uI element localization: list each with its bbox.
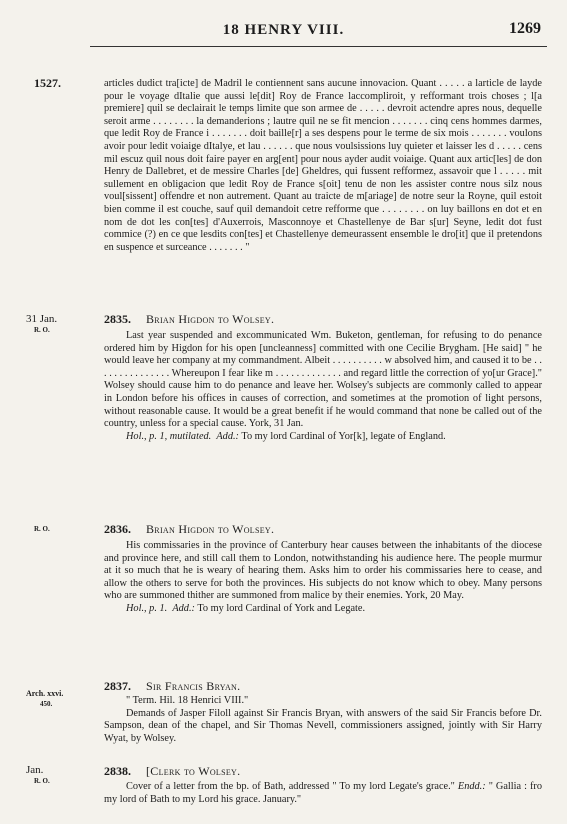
note-add-label: Add.: bbox=[172, 602, 195, 614]
entry-number: 2835. bbox=[104, 312, 131, 326]
entry-2835-heading bbox=[104, 312, 274, 327]
entry-2837-body bbox=[104, 695, 542, 745]
entry-note bbox=[104, 431, 542, 444]
entry-2838-body bbox=[104, 781, 542, 806]
entry-2838-margin bbox=[26, 765, 98, 787]
entry-text: His commissaries in the province of Canterbury hear causes between the inhabitants of the diocese and province here, and still call them to London, notwithstanding his audience here. The people murmur at it so much that he is weary of hearing them. Asks him to order his commissaries here to cease, and allow the others to serve for both the provinces. His subjects do not know which to obey. Many persons who are summoned thither are summoned from malice by their enemies. York, 20 May. bbox=[104, 540, 542, 602]
margin-date: Arch. xxvi. bbox=[26, 689, 64, 698]
continuation-paragraph: articles dudict tra[icte] de Madril le contiennent sans aucune innovacion. Quant . . . . . a larticle de layde pour le voyage dItalie que aussi le[dit] Roy de France laccompliroit, y refformant trois choses ; l[a premiere] quil se declairait le temps limite que son armee de . . . . . devroit actendre apres nous, dequelle seroit arme . . . . . . . . la demanderions ; lautre quil ne se fit mencion . . . . . . . cinq cens hommes darmes, que ledit Roy de France i . . . . . . . doit baille[r] a ses despens pour le terme de six mois . . . . . . . voulons avoir pour ledit voiaige dItalye, et lau . . . . . . que nous voulsissions luy quieter et laisser les d . . . . . cens mil escuz quil nous doit faire payer en arg[ent] pour nous ayder audit voiaige. Quant aux artic[les] de don Henry de Dallebret, et de messire Charles [de] Gheldres, qui fussent refformez, assavoir que l . . . . . mit sullement en obligacion que ledit Roy de France s[oit] tenu de non les assister contre nous silz nous voul[sissent] offendre et non autrement. Quant au traicte de m[ariage] de notre seur la Royne, quil estoit bien comme il est couche, sauf quil demandoit cetre refforme que . . . . . . . . on luy baillons en dot et en nom de dot les con[tes] d'Auxerrois, Masconnoye et Chastellenye de Bar s[ur] Seyne, ledit dot fust commice (?) en ce que lesdits con[tes] et Chastellenye demeurassent ensemble le dro[it] que il pretendons en suspence et surceance . . . . . . . " bbox=[104, 78, 542, 253]
note-add: To my lord Cardinal of Yor[k], legate of England. bbox=[241, 430, 446, 442]
margin-ref: R. O. bbox=[34, 326, 50, 334]
entry-number: 2838. bbox=[104, 764, 131, 778]
note-add: To my lord Cardinal of York and Legate. bbox=[197, 602, 366, 614]
entry-number: 2837. bbox=[104, 679, 131, 693]
entry-text-main: Cover of a letter from the bp. of Bath, addressed " To my lord Legate's grace." bbox=[126, 781, 455, 792]
entry-text: Last year suspended and excommunicated Wm. Buketon, gentleman, for refusing to do penance ordered him by Higdon for his open [uncleanness] committed with one Cecilie Brygham. [He said] " he would leave her company at my commandment. Albeit . . . . . . . . . . w absolved him, and caused it to be . . . . . . . . . . . . . . . Whereupon I fear like m . . . . . . . . . . . . . and regard little the correction of yo[ur Grace]." Wolsey should cause him to do penance and leave her. Wolsey's subjects are commonly called to appear in London before his offices in causes of correction, and sometimes at the promotion of light persons, without reasonable cause. It would be a great benefit if he would command that none be called out of the country, unless for a special cause. York, 31 Jan. bbox=[104, 330, 542, 430]
entry-2835-margin bbox=[26, 314, 98, 336]
note-add-label: Add.: bbox=[216, 430, 239, 442]
margin-ref: R. O. bbox=[34, 525, 50, 533]
continuation-text bbox=[104, 78, 542, 254]
note-hol: Hol., p. 1, mutilated. bbox=[126, 430, 212, 442]
note-hol: Hol., p. 1. bbox=[126, 602, 168, 614]
margin-date: 31 Jan. bbox=[26, 313, 58, 325]
note-add: " Gallia : fro my lord of Bath to my Lord his grace. January." bbox=[104, 781, 543, 805]
entry-2836-margin bbox=[26, 524, 98, 535]
entry-text: Demands of Jasper Filoll against Sir Francis Bryan, with answers of the said Sir Francis before Dr. Sampson, dean of the chapel, and Sir Thomas Nevell, commissioners assigned, jointly with Sir Harry Wyat, by Wolsey. bbox=[104, 707, 542, 744]
entry-2835-body bbox=[104, 330, 542, 443]
entry-text bbox=[104, 781, 542, 806]
margin-year: 1527. bbox=[34, 76, 61, 90]
margin-ref: 450. bbox=[40, 700, 53, 708]
entry-title: Brian Higdon to Wolsey. bbox=[146, 522, 275, 536]
margin-ref: R. O. bbox=[34, 777, 50, 785]
entry-2838-heading bbox=[104, 764, 240, 779]
entry-2836-body bbox=[104, 540, 542, 616]
entry-2837-heading bbox=[104, 679, 240, 694]
entry-2837-margin bbox=[26, 688, 98, 710]
entry-title: Sir Francis Bryan. bbox=[146, 679, 241, 693]
margin-date: Jan. bbox=[26, 764, 44, 776]
note-add-label: Endd.: bbox=[457, 781, 486, 792]
entry-2836-heading bbox=[104, 522, 274, 537]
entry-title: [Clerk to Wolsey. bbox=[146, 764, 241, 778]
page-number: 1269 bbox=[509, 20, 541, 37]
entry-title: Brian Higdon to Wolsey. bbox=[146, 312, 275, 326]
entry-quote: " Term. Hil. 18 Henrici VIII." bbox=[126, 695, 249, 706]
entry-note bbox=[104, 603, 542, 616]
header-rule bbox=[90, 46, 547, 47]
running-title: 18 HENRY VIII. bbox=[222, 22, 345, 38]
entry-number: 2836. bbox=[104, 522, 131, 536]
